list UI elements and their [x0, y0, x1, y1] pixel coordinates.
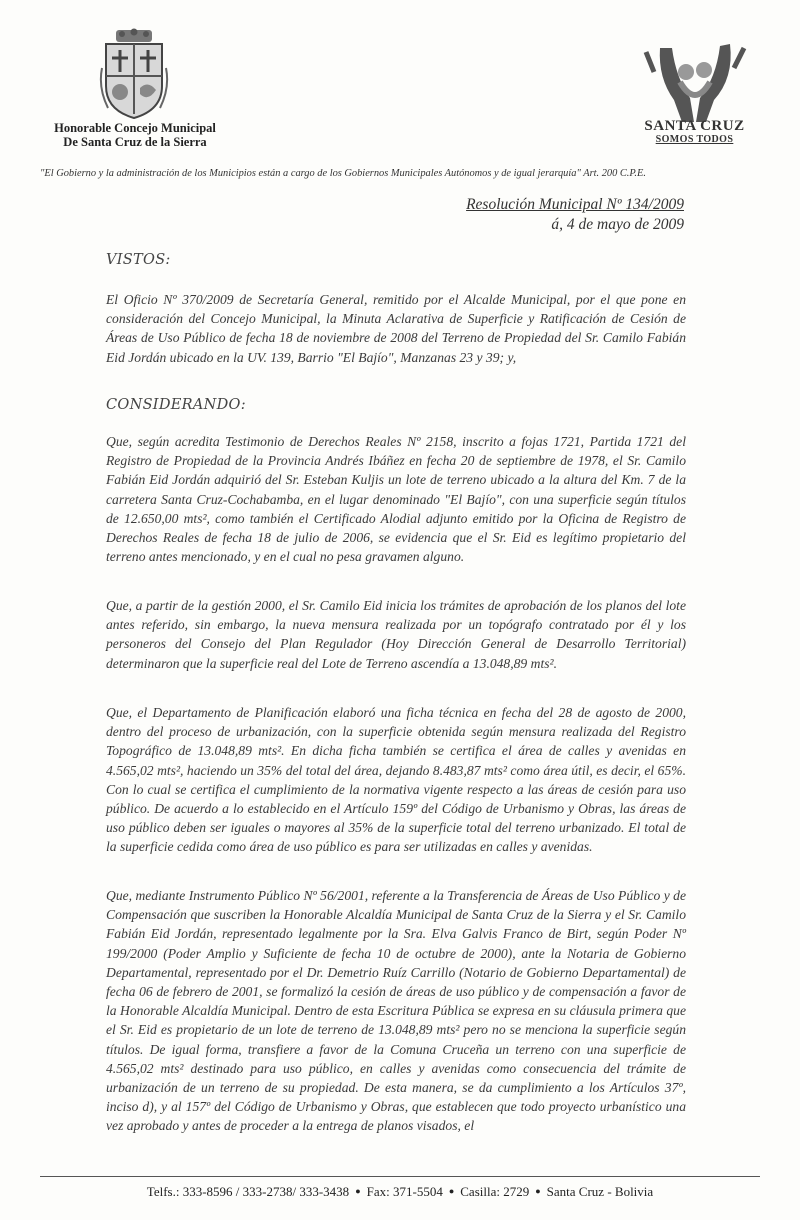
- considerando-paragraph-1: Que, según acredita Testimonio de Derechos Reales Nº 2158, inscrito a fojas 1721, Partida 1721 del Registro de Propiedad de la Provincia Andrés Ibáñez en fecha 20 de septiembre de 1978, el Sr. Camilo Fabián Eid Jordán adquirió del Sr. Esteban Kuljis un lote de terreno ubicado a la altura del Km. 7 de la carretera Santa Cruz-Cochabamba, en el lugar denominado "El Bajío", con una superficie según títulos de 12.650,00 mts², como también el Certificado Alodial adjunto emitido por la Oficina de Registro de Derechos Reales de fecha 18 de julio de 2006, se evidencia que el Sr. Eid es legítimo propietario del terreno antes mencionado, y en el cual no pesa gravamen alguno.: [106, 434, 686, 565]
- bullet-icon: ●: [535, 1186, 541, 1196]
- brand-tagline: SOMOS TODOS: [655, 134, 734, 145]
- footer-divider: [40, 1176, 760, 1177]
- council-name: [40, 121, 230, 149]
- considerando-paragraph-4: Que, mediante Instrumento Público Nº 56/2001, referente a la Transferencia de Áreas de Uso Público y de Compensación que suscriben la Honorable Alcaldía Municipal de Santa Cruz de la Sierra y el Sr. Camilo Fabián Eid Jordán, representado legalmente por la Sra. Elva Galvis Franco de Birt, según Poder Nº 199/2000 (Poder Amplio y Suficiente de fecha 10 de octubre de 2000), ante la Notaria de Gobierno Departamental, representado por el Dr. Demetrio Ruíz Carrillo (Notario de Gobierno Departamental) de fecha 06 de febrero de 2001, se formalizó la cesión de áreas de uso público y de compensación a favor de la Honorable Alcaldía Municipal. Dentro de esta Escritura Pública se expresa en su cláusula primera que el Sr. Eid es propietario de un lote de terreno de 13.048,89 mts² pero no se menciona la superficie según títulos. De igual forma, transfiere a favor de la Comuna Cruceña un terreno con una superficie de 4.565,02 mts² destinado para uso público, en calles y avenidas como consecuencia del trámite de urbanización de un terreno de su propiedad. De esta manera, se da cumplimiento a los Artículos 37º, inciso d), y al 157º del Código de Urbanismo y Obras, que establecen que todo proyecto urbanístico una vez aprobado y antes de proceder a la entrega de planos visados, el: [106, 888, 686, 1134]
- council-line-1: Honorable Concejo Municipal: [54, 121, 216, 135]
- footer-city: Santa Cruz - Bolivia: [546, 1184, 654, 1199]
- vistos-paragraph: El Oficio Nº 370/2009 de Secretaría General, remitido por el Alcalde Municipal, por el que pone en consideración del Concejo Municipal, la Minuta Aclarativa de Superficie y Ratificación de Cesión de Áreas de Uso Público de fecha 18 de noviembre de 2008 del Terreno de Propiedad del Sr. Camilo Fabián Eid Jordán ubicado en la UV. 139, Barrio "El Bajío", Manzanas 23 y 39; y,: [106, 292, 686, 365]
- resolution-date: á, 4 de mayo de 2009: [551, 216, 684, 233]
- considerando-paragraph-2: Que, a partir de la gestión 2000, el Sr. Camilo Eid inicia los trámites de aprobación de los planos del lote antes referido, sin embargo, la nueva mensura realizada por un topógrafo contratado por él y los personeros del Consejo del Plan Regulador (Hoy Dirección General de Desarrollo Territorial) determinaron que la superficie real del Lote de Terreno ascendía a 13.048,89 mts².: [106, 598, 686, 671]
- considerando-paragraph-3: Que, el Departamento de Planificación elaboró una ficha técnica en fecha del 28 de agosto de 2000, dentro del proceso de urbanización, con la superficie obtenida según mensura realizada del Registro Topográfico de 13.048,89 mts². En dicha ficha también se certifica el área de calles y avenidas en 4.565,02 mts², haciendo un 35% del total del área, dejando 8.483,87 mts² como área útil, es decir, el 65%. Con lo cual se certifica el cumplimiento de la normativa vigente respecto a las áreas de cesión para uso público. De acuerdo a lo establecido en el Artículo 159º del Código de Urbanismo y Obras, las áreas de uso público deben ser iguales o mayores al 35% de la superficie total del terreno urbanizado. El total de la superficie cedida como área de uso público es para ser utilizadas en calles y avenidas.: [106, 705, 686, 855]
- footer-contact: [40, 1184, 760, 1200]
- bullet-icon: ●: [448, 1186, 455, 1196]
- brand-block: [632, 118, 757, 146]
- vistos-heading: VISTOS:: [106, 252, 171, 268]
- constitution-quote: "El Gobierno y la administración de los Municipios están a cargo de los Gobiernos Municipales Autónomos y de igual jerarquía" Art. 200 C.P.E.: [40, 168, 646, 179]
- council-line-2: De Santa Cruz de la Sierra: [63, 135, 207, 149]
- footer-fax: Fax: 371-5504: [366, 1184, 443, 1199]
- coat-of-arms-icon: [98, 28, 170, 120]
- santa-cruz-logo-icon: [640, 38, 750, 122]
- footer-phones: Telfs.: 333-8596 / 333-2738/ 333-3438: [146, 1184, 350, 1199]
- considerando-heading: CONSIDERANDO:: [106, 397, 246, 413]
- bullet-icon: ●: [355, 1186, 361, 1196]
- brand-name: SANTA CRUZ: [644, 118, 745, 134]
- footer-box: Casilla: 2729: [460, 1184, 530, 1199]
- resolution-title: Resolución Municipal Nº 134/2009: [466, 196, 684, 213]
